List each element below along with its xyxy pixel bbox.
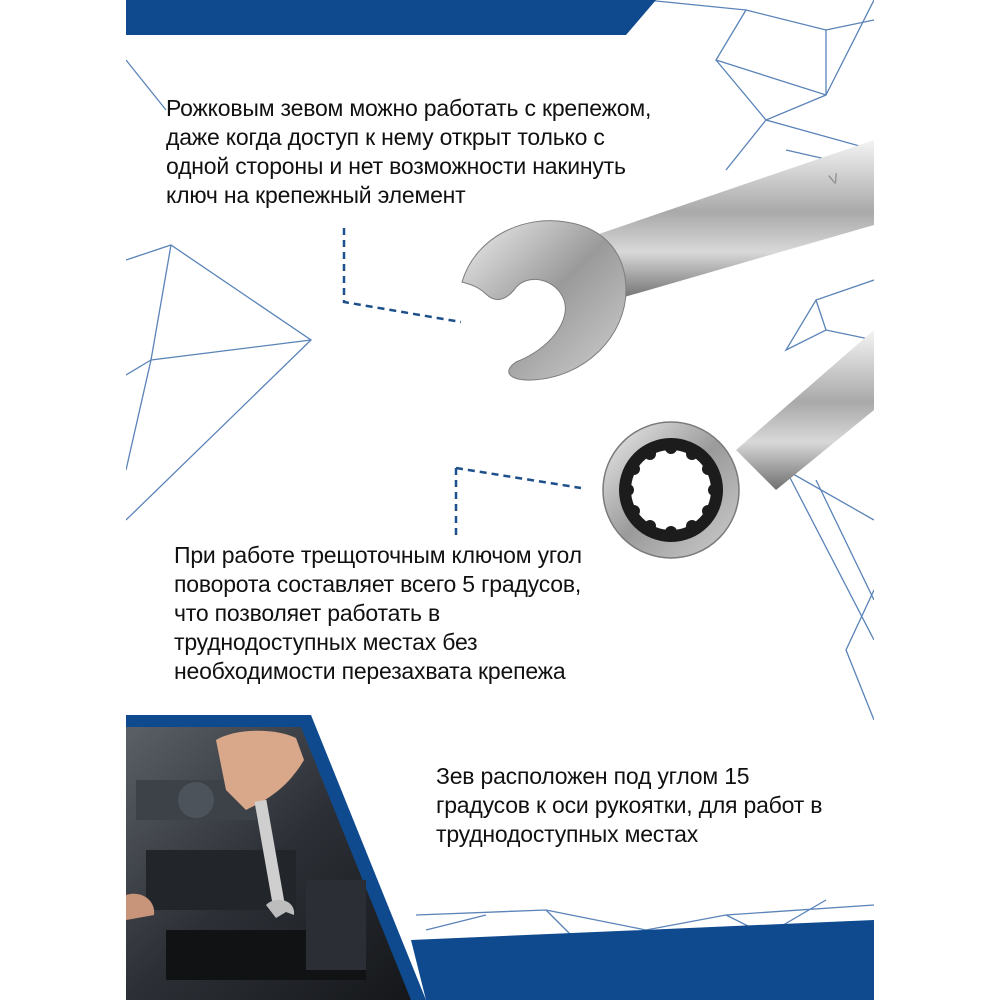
open-end-line-3: одной стороны и нет возможности накинуть — [166, 153, 626, 179]
angle-line-1: Зев расположен под углом 15 — [436, 763, 750, 789]
ratchet-line-3: что позволяет работать в — [174, 600, 440, 626]
ratchet-line-5: необходимости перезахвата крепежа — [174, 658, 566, 684]
angle-description — [436, 762, 822, 849]
svg-text:V: V — [826, 169, 841, 188]
ratchet-line-2: поворота составляет всего 5 градусов, — [174, 571, 582, 597]
angle-line-2: градусов к оси рукоятки, для работ в — [436, 792, 823, 818]
open-end-description — [166, 94, 651, 210]
angle-line-3: труднодоступных местах — [436, 821, 699, 847]
open-end-line-4: ключ на крепежный элемент — [166, 182, 466, 208]
ratchet-description — [174, 541, 582, 686]
product-infographic-card — [126, 0, 874, 1000]
ratchet-line-4: труднодоступных местах без — [174, 629, 478, 655]
ratchet-line-1: При работе трещоточным ключом угол — [174, 542, 582, 568]
open-end-line-1: Рожковым зевом можно работать с крепежом, — [166, 95, 652, 121]
open-end-line-2: даже когда доступ к нему открыт только с — [166, 124, 605, 150]
